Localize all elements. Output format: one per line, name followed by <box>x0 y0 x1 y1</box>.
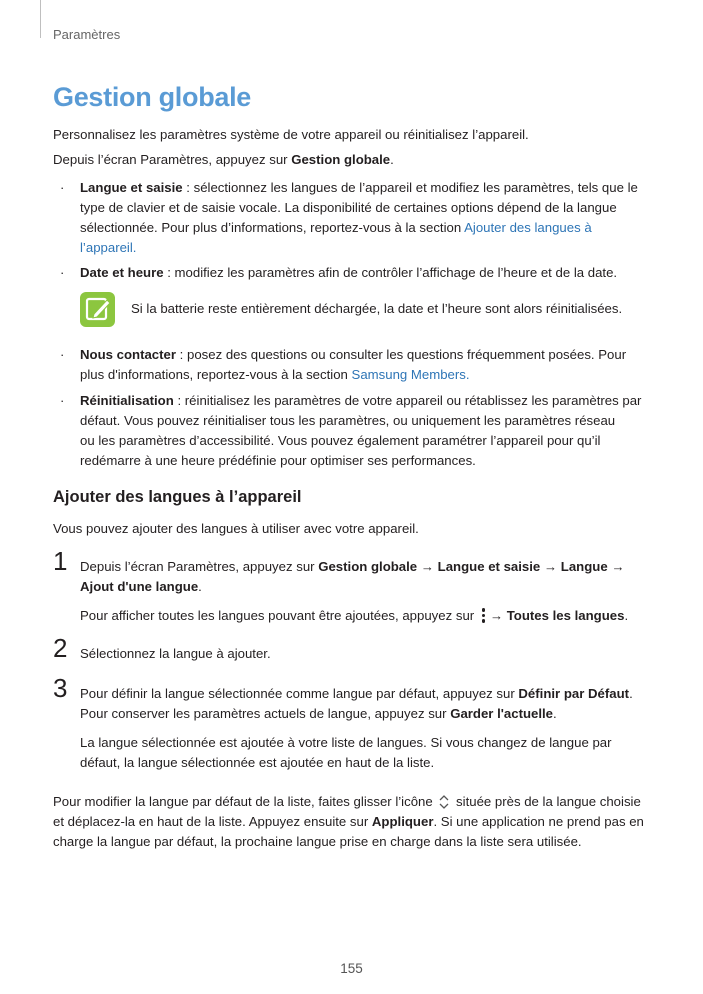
step-2: 2 Sélectionnez la langue à ajouter. <box>53 633 271 663</box>
section-heading: Ajouter des langues à l’appareil <box>53 488 302 506</box>
link-ajouter-langues[interactable]: Ajouter des langues à <box>464 220 592 235</box>
note-text: Si la batterie reste entièrement déchargée, la date et l’heure sont alors réinitialisées. <box>131 301 623 316</box>
step-number: 2 <box>53 633 68 663</box>
margin-rule <box>40 0 41 38</box>
bullet-reinitialisation: · Réinitialisation : réinitialisez les paramètres de votre appareil ou rétablissez les paramètres par défaut. Vous pouvez réinitialiser tous les paramètres, ou uniquement les paramètres réseau ou les paramètres d’accessibilité. Vous pouvez également paramétrer l’appareil pour qu’il redémarre à une heure prédéfinie pour optimiser ses performances. <box>60 393 642 468</box>
step-3: 3 Pour définir la langue sélectionnée comme langue par défaut, appuyez sur Définir par Défaut. Pour conserver les paramètres actuels de langue, appuyez sur Garder l'actuelle. La langue sélectionnée est ajoutée à votre liste de langues. Si vous changez de langue par défaut, la langue sélectionnée est ajoutée en haut de la liste. <box>53 673 633 770</box>
note-box <box>80 292 645 328</box>
bullet-dot: · <box>60 180 65 195</box>
more-options-icon <box>482 608 486 623</box>
step-number: 3 <box>53 673 68 703</box>
link-samsung-members[interactable]: Samsung Members <box>351 367 466 382</box>
page-number: 155 <box>340 961 363 976</box>
step-1: 1 Depuis l’écran Paramètres, appuyez sur Gestion globale → Langue et saisie → Langue → Ajout d'une langue. Pour afficher toutes les langues pouvant être ajoutées, appuyez sur → Toutes les langues. <box>53 546 629 623</box>
page-title: Gestion globale <box>53 82 252 112</box>
section-intro: Vous pouvez ajouter des langues à utiliser avec votre appareil. <box>53 521 419 536</box>
note-pencil-icon <box>80 292 115 327</box>
step-number: 1 <box>53 546 68 576</box>
reorder-handle-icon <box>438 793 450 811</box>
bullet-date-heure: · Date et heure : modifiez les paramètres afin de contrôler l’affichage de l’heure et de la date. <box>53 263 643 283</box>
outro-paragraph: Pour modifier la langue par défaut de la liste, faites glisser l’icône située près de la langue choisie et déplacez-la en haut de la liste. Appuyez ensuite sur Appliquer. Si une application ne prend pas en charge la langue par défaut, la prochaine langue prise en charge dans la liste sera utilisée. <box>53 794 644 849</box>
intro-line-2: Depuis l’écran Paramètres, appuyez sur Gestion globale. <box>53 152 394 167</box>
bullet-dot: · <box>60 347 65 362</box>
bullet-langue-saisie: · Langue et saisie : sélectionnez les langues de l’appareil et modifiez les paramètres, tels que le type de clavier et de saisie vocale. La disponibilité de certaines options dépend de la langue sélectionnée. Pour plus d’informations, reportez-vous à la section Ajouter des langues à l’appareil. <box>60 180 638 255</box>
bullet-dot: · <box>60 265 65 280</box>
bullet-nous-contacter: · Nous contacter : posez des questions ou consulter les questions fréquemment posées. Pour plus d'informations, reportez-vous à la section Samsung Members. <box>60 347 627 382</box>
bullet-dot: · <box>60 393 65 408</box>
running-header: Paramètres <box>53 27 121 42</box>
intro-line-1: Personnalisez les paramètres système de votre appareil ou réinitialisez l’appareil. <box>53 127 529 142</box>
link-ajouter-langues-cont[interactable]: l’appareil <box>80 240 133 255</box>
